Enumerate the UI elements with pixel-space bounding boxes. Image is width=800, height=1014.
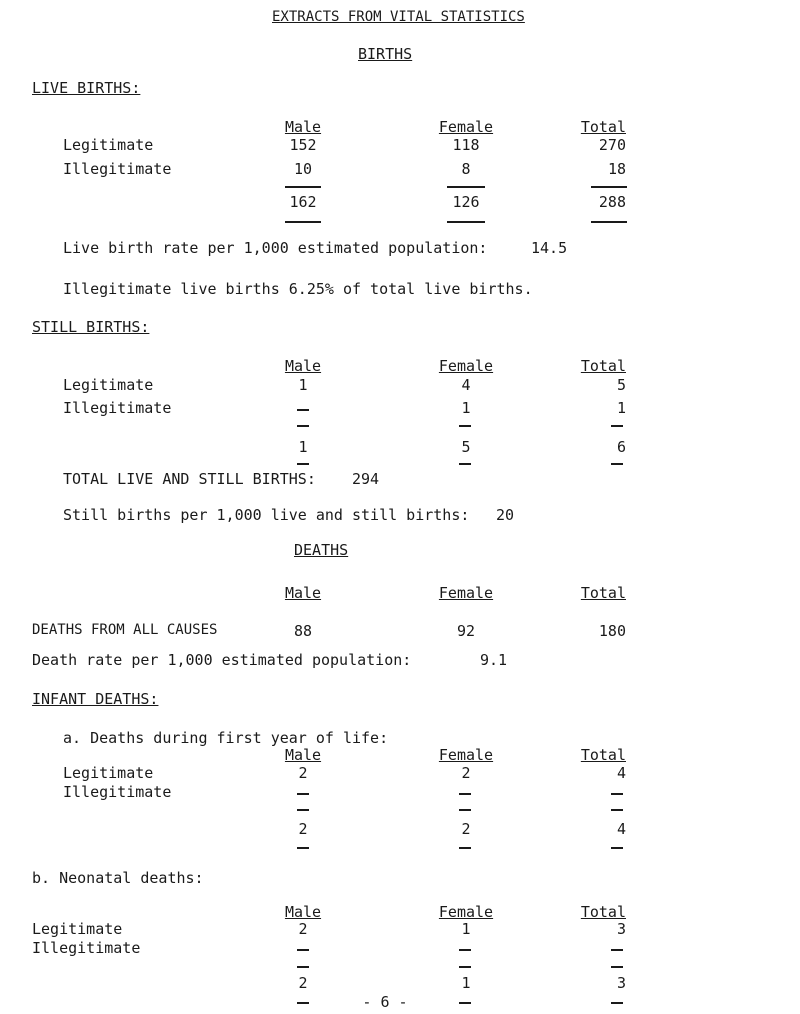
nn-total-cell: 2 [298, 974, 308, 992]
live-cell: 118 [452, 136, 480, 154]
fy-total-cell: 2 [461, 820, 471, 838]
live-row-label: Illegitimate [63, 160, 172, 178]
fy-cell: 2 [461, 764, 471, 782]
total-rule [285, 186, 321, 188]
total-rule [459, 809, 471, 811]
fy-row-label: Legitimate [63, 764, 154, 782]
still-birth-rate-text: Still births per 1,000 live and still births: [63, 506, 470, 524]
nn-row-label: Legitimate [32, 920, 123, 938]
deaths-cell: 88 [293, 622, 313, 640]
live-total-cell: 162 [289, 193, 317, 211]
fy-cell: 4 [616, 764, 626, 782]
total-rule [459, 966, 471, 968]
still-total-cell: 5 [461, 438, 471, 456]
total-rule [297, 463, 309, 465]
deaths-cell: 92 [456, 622, 476, 640]
total-rule [591, 221, 627, 223]
live-births-heading: LIVE BIRTHS: [32, 79, 141, 97]
total-rule [611, 966, 623, 968]
total-rule [459, 463, 471, 465]
live-total-cell: 288 [598, 193, 626, 211]
nil-dash [459, 793, 471, 795]
deaths-row-label: DEATHS FROM ALL CAUSES [32, 622, 218, 638]
total-rule [447, 186, 485, 188]
neonatal-heading: b. Neonatal deaths: [32, 869, 204, 887]
still-col-total: Total [580, 357, 626, 375]
fy-row-label: Illegitimate [63, 783, 172, 801]
fy-col-female: Female [438, 746, 494, 764]
still-row-label: Legitimate [63, 376, 154, 394]
live-cell: 10 [293, 160, 313, 178]
death-rate-value: 9.1 [480, 651, 508, 669]
still-cell: 4 [461, 376, 471, 394]
total-rule [447, 221, 485, 223]
nil-dash [459, 949, 471, 951]
still-cell: 1 [616, 399, 626, 417]
still-total-cell: 1 [298, 438, 308, 456]
nn-row-label: Illegitimate [32, 939, 141, 957]
nil-dash [611, 949, 623, 951]
live-col-female: Female [438, 118, 494, 136]
nn-col-male: Male [284, 903, 322, 921]
still-total-cell: 6 [616, 438, 626, 456]
fy-cell: 2 [298, 764, 308, 782]
total-rule [297, 847, 309, 849]
still-col-female: Female [438, 357, 494, 375]
nn-total-cell: 3 [616, 974, 626, 992]
illegitimate-text: Illegitimate live births 6.25% of total live births. [63, 280, 533, 298]
first-year-heading: a. Deaths during first year of life: [63, 729, 389, 747]
fy-col-total: Total [580, 746, 626, 764]
nn-col-female: Female [438, 903, 494, 921]
deaths-cell: 180 [598, 622, 626, 640]
deaths-heading: DEATHS [294, 541, 349, 559]
deaths-col-male: Male [284, 584, 322, 602]
total-rule [297, 1002, 309, 1004]
total-rule [297, 966, 309, 968]
live-cell: 18 [607, 160, 626, 178]
nil-dash [611, 793, 623, 795]
total-rule [591, 186, 627, 188]
deaths-col-female: Female [438, 584, 494, 602]
still-cell: 1 [461, 399, 471, 417]
nn-cell: 2 [298, 920, 308, 938]
total-live-still-text: TOTAL LIVE AND STILL BIRTHS: [63, 470, 316, 488]
live-cell: 270 [598, 136, 626, 154]
total-live-still-value: 294 [352, 470, 380, 488]
nn-cell: 1 [461, 920, 471, 938]
nn-total-cell: 1 [461, 974, 471, 992]
total-rule [285, 221, 321, 223]
still-cell: 5 [616, 376, 626, 394]
total-rule [459, 847, 471, 849]
nn-col-total: Total [580, 903, 626, 921]
live-col-total: Total [580, 118, 626, 136]
live-cell: 8 [461, 160, 471, 178]
live-total-cell: 126 [452, 193, 480, 211]
total-rule [297, 809, 309, 811]
still-row-label: Illegitimate [63, 399, 172, 417]
nil-dash [297, 409, 309, 411]
infant-deaths-heading: INFANT DEATHS: [32, 690, 159, 708]
total-rule [459, 1002, 471, 1004]
still-col-male: Male [284, 357, 322, 375]
fy-total-cell: 2 [298, 820, 308, 838]
total-rule [611, 463, 623, 465]
page-title: EXTRACTS FROM VITAL STATISTICS [272, 9, 525, 25]
total-rule [611, 809, 623, 811]
page-number: - 6 - [362, 993, 408, 1011]
nn-cell: 3 [616, 920, 626, 938]
nil-dash [297, 949, 309, 951]
death-rate-text: Death rate per 1,000 estimated population: [32, 651, 412, 669]
nil-dash [297, 793, 309, 795]
fy-total-cell: 4 [616, 820, 626, 838]
live-cell: 152 [289, 136, 317, 154]
still-cell: 1 [298, 376, 308, 394]
fy-col-male: Male [284, 746, 322, 764]
still-births-heading: STILL BIRTHS: [32, 318, 150, 336]
total-rule [611, 847, 623, 849]
live-birth-rate-value: 14.5 [531, 239, 568, 257]
deaths-col-total: Total [580, 584, 626, 602]
live-col-male: Male [284, 118, 322, 136]
total-rule [297, 425, 309, 427]
total-rule [459, 425, 471, 427]
still-birth-rate-value: 20 [496, 506, 515, 524]
total-rule [611, 425, 623, 427]
live-row-label: Legitimate [63, 136, 154, 154]
total-rule [611, 1002, 623, 1004]
live-birth-rate-text: Live birth rate per 1,000 estimated population: [63, 239, 488, 257]
births-heading: BIRTHS [358, 45, 413, 63]
